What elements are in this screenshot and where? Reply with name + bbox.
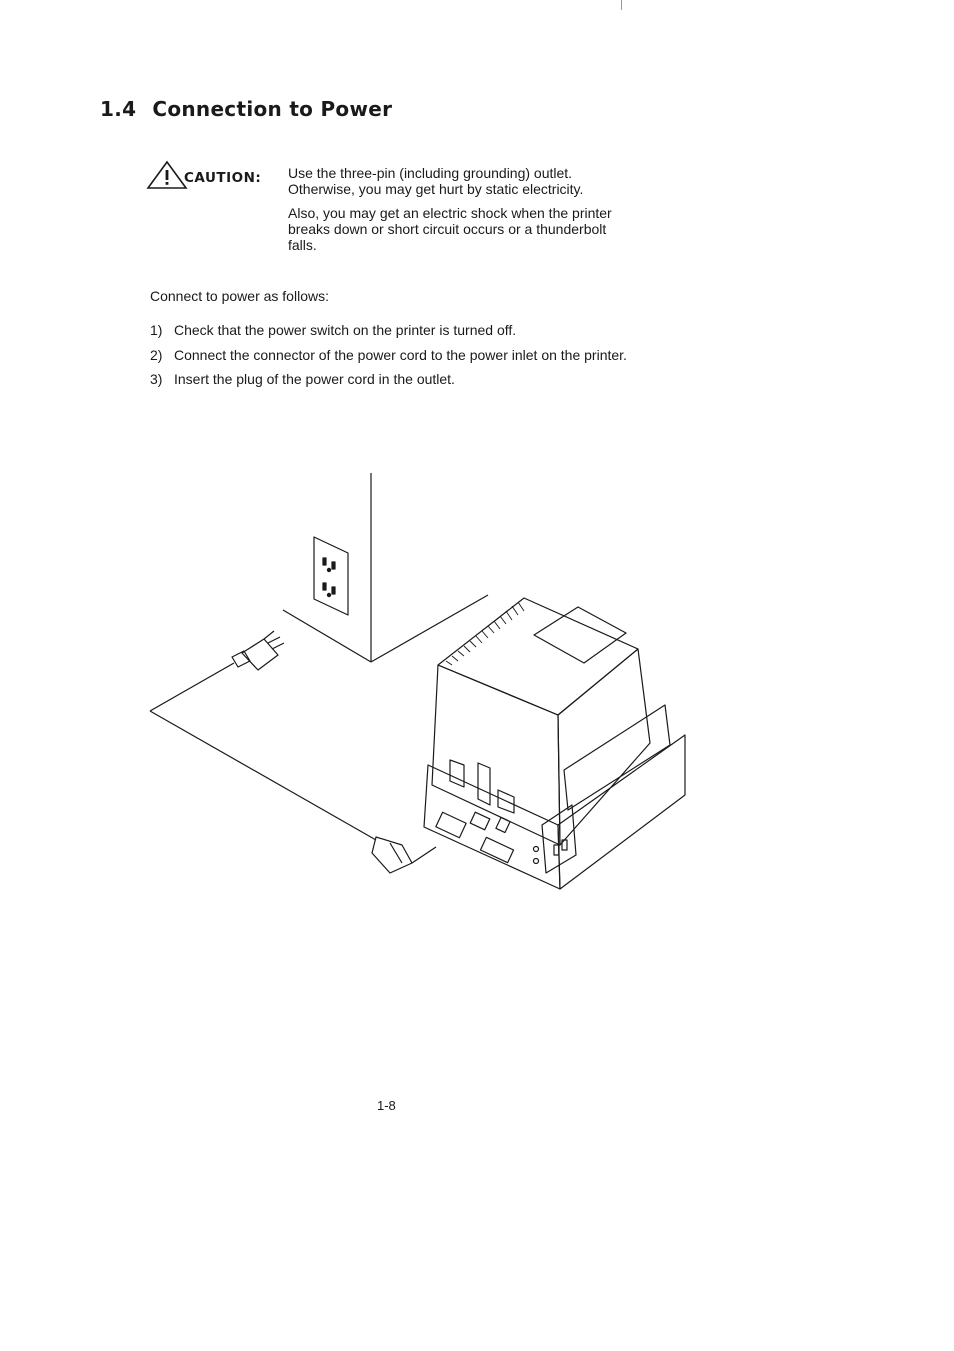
caution-label xyxy=(146,160,261,190)
caution-word: CAUTION: xyxy=(184,170,262,186)
caution-p1-line1: Use the three-pin (including grounding) outlet. xyxy=(288,165,573,181)
printer-power-connection-illustration xyxy=(140,465,700,905)
power-plug-icon xyxy=(232,631,284,670)
step-item xyxy=(150,346,710,371)
step-item xyxy=(150,321,710,346)
step-text: Connect the connector of the power cord to the power inlet on the printer. xyxy=(174,346,627,363)
steps-list xyxy=(150,321,710,395)
caution-text xyxy=(288,165,648,261)
step-number: 3) xyxy=(150,371,163,387)
step-text: Insert the plug of the power cord in the outlet. xyxy=(174,371,455,387)
step-text: Check that the power switch on the printer is turned off. xyxy=(174,322,517,338)
step-number: 2) xyxy=(150,346,163,363)
page-number: 1-8 xyxy=(377,1098,396,1113)
wall-outlet-icon xyxy=(314,537,348,615)
section-number: 1.4 xyxy=(100,97,137,121)
scan-mark xyxy=(621,0,622,10)
warning-triangle-icon xyxy=(146,160,188,190)
power-cord xyxy=(150,663,376,840)
section-heading xyxy=(100,97,392,121)
step-number: 1) xyxy=(150,322,163,338)
section-title: Connection to Power xyxy=(152,97,393,121)
caution-p2-line2: breaks down or short circuit occurs or a thunderbolt xyxy=(288,221,607,237)
step-item xyxy=(150,370,710,395)
caution-p2-line1: Also, you may get an electric shock when the printer xyxy=(288,205,612,221)
caution-p1-line2: Otherwise, you may get hurt by static electricity. xyxy=(288,181,584,197)
caution-paragraph-2 xyxy=(288,205,648,253)
caution-paragraph-1 xyxy=(288,165,648,197)
caution-p2-line3: falls. xyxy=(288,237,317,253)
power-connector-icon xyxy=(372,837,436,873)
intro-text: Connect to power as follows: xyxy=(150,288,329,304)
printer-icon xyxy=(424,598,685,889)
